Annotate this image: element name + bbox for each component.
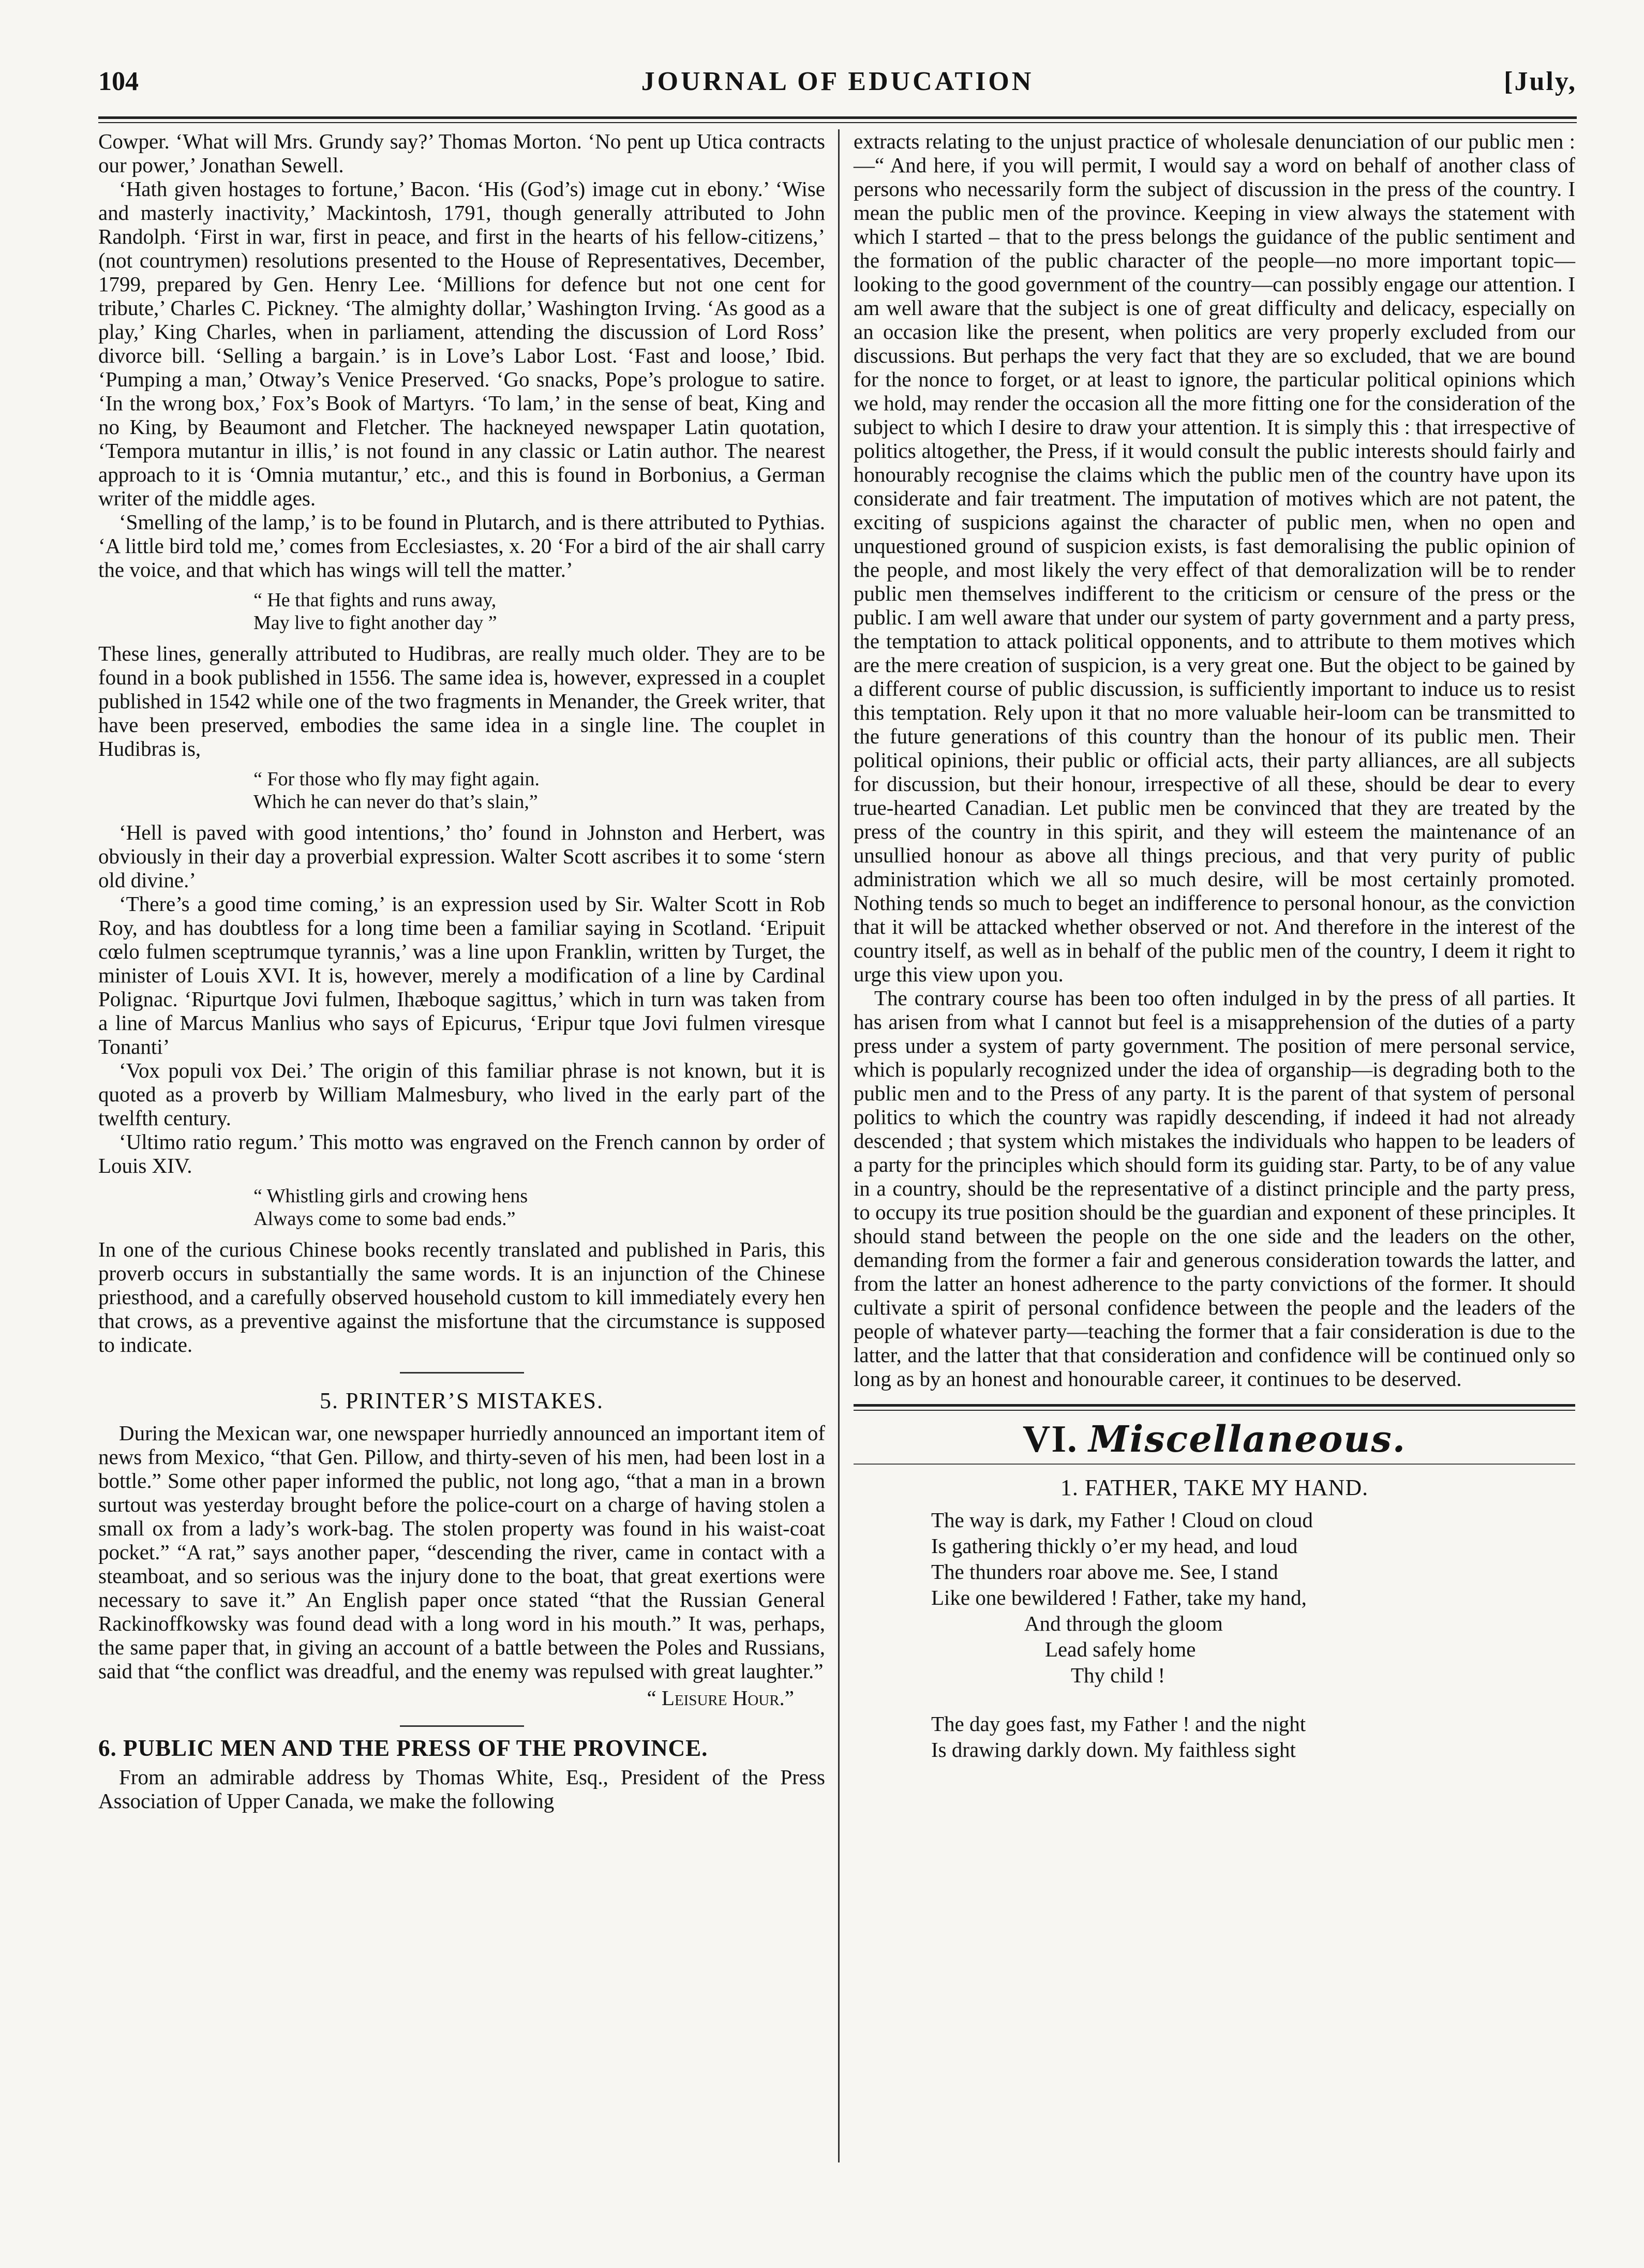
paragraph: In one of the curious Chinese books recently translated and published in Paris, this proverb occurs in substantially the same words. It is an injunction of the Chinese priesthood, and a carefully observed household custom to kill immediately every hen that crows, as a preventive against the misfortune that the circumstance is supposed to indicate. — [98, 1237, 825, 1356]
paragraph: ‘Hell is paved with good intentions,’ tho’ found in Johnston and Herbert, was obviously in their day a proverbial expression. Walter Scott ascribes it to some ‘stern old divine.’ — [98, 820, 825, 892]
poem-line: Like one bewildered ! Father, take my hand, — [931, 1586, 1307, 1609]
column-divider — [838, 129, 840, 2162]
poem-line: And through the gloom — [1024, 1612, 1223, 1635]
poem — [931, 1507, 1575, 1763]
paragraph: ‘Hath given hostages to fortune,’ Bacon. ‘His (God’s) image cut in ebony.’ ‘Wise and masterly inactivity,’ Mackintosh, 1791, though generally attributed to John Randolph. ‘First in war, first in peace, and first in the hearts of his fellow-citizens,’ (not countrymen) resolutions presented to the House of Representatives, December, 1799, prepared by Gen. Henry Lee. ‘Millions for defence but not one cent for tribute,’ Charles C. Pickney. ‘The almighty dollar,’ Washington Irving. ‘As good as a play,’ King Charles, when in parliament, attending the discussion of Lord Ross’ divorce bill. ‘Selling a bargain.’ is in Love’s Labor Lost. ‘Fast and loose,’ Ibid. ‘Pumping a man,’ Otway’s Venice Preserved. ‘Go snacks, Pope’s prologue to satire. ‘In the wrong box,’ Fox’s Book of Martyrs. ‘To lam,’ in the sense of beat, King and no King, by Beaumont and Fletcher. The hackneyed newspaper Latin quotation, ‘Tempora mutantur in illis,’ is not found in any classic or Latin author. The nearest approach to it is ‘Omnia mutantur,’ etc., and this is found in Borbonius, a German writer of the middle ages. — [98, 177, 825, 510]
section-heading-public-men: 6. PUBLIC MEN AND THE PRESS OF THE PROVINCE. — [98, 1735, 708, 1761]
poem-line: The day goes fast, my Father ! and the night — [931, 1712, 1306, 1736]
poem-title: 1. FATHER, TAKE MY HAND. — [1060, 1475, 1369, 1500]
section-divider — [400, 1725, 524, 1727]
paragraph: ‘Ultimo ratio regum.’ This motto was engraved on the French cannon by order of Louis XIV. — [98, 1130, 825, 1177]
poem-line: Thy child ! — [1071, 1663, 1165, 1687]
journal-title: JOURNAL OF EDUCATION — [641, 67, 1034, 96]
paragraph: These lines, generally attributed to Hudibras, are really much older. They are to be found in a book published in 1556. The same idea is, however, expressed in a couplet published in 1542 while one of the two fragments in Menander, the Greek writer, that have been preserved, embodies the same idea in a single line. The couplet in Hudibras is, — [98, 641, 825, 760]
page-number: 104 — [98, 67, 139, 96]
paragraph: ‘Vox populi vox Dei.’ The origin of this familiar phrase is not known, but it is quoted as a proverb by William Malmesbury, who lived in the early part of the twelfth century. — [98, 1058, 825, 1130]
miscellaneous-heading — [854, 1418, 1575, 1460]
paragraph: The contrary course has been too often indulged in by the press of all parties. It has arisen from what I cannot but feel is a misapprehension of the duties of a party press under a system of party government. The position of mere personal service, which is popularly recognized under the idea of organship—is degrading both to the public men and to the Press of any party. It is the parent of that system of personal politics to which the country was rapidly descending, if indeed it had not already descended ; that system which mistakes the individuals who happen to be leaders of a party for the principles which should form its guiding star. Party, to be of any value in a country, should be the representative of a distinct principle and the party press, to occupy its true position should be the guardian and exponent of these principles. It should stand between the people on the one side and the leaders on the other, demanding from the former a fair and generous consideration towards the latter, and from the latter an honest adherence to the party convictions of the former. It should cultivate a spirit of personal confidence between the people and the leaders of the people of whatever party—teaching the former that a fair consideration is due to the latter, and the latter that that consideration and confidence will be continued only so long as by an honest and honourable career, it continues to be deserved. — [854, 986, 1575, 1391]
paragraph: Cowper. ‘What will Mrs. Grundy say?’ Thomas Morton. ‘No pent up Utica contracts our power,’ Jonathan Sewell. — [98, 129, 825, 177]
paragraph: extracts relating to the unjust practice of wholesale denunciation of our public men :—“ And here, if you will permit, I would say a word on behalf of another class of persons who necessarily form the subject of discussion in the press of the country. I mean the public men of the province. Keeping in view always the statement with which I started – that to the press belongs the guidance of the public sentiment and the formation of the public character of the people—no more important topic—looking to the good government of the country—can possibly engage our attention. I am well aware that the subject is one of great difficulty and delicacy, especially on an occasion like the present, when politics are very properly excluded from our discussions. But perhaps the very fact that they are so excluded, that we are bound for the nonce to forget, or at least to ignore, the particular political opinions which we hold, may render the occasion all the more fitting one for the consideration of the subject to which I desire to draw your attention. It is simply this : that irrespective of politics altogether, the Press, if it would consult the public interests should fairly and honourably recognise the claims which the public men of the country have upon its considerate and fair treatment. The imputation of motives which are not patent, the exciting of suspicions against the character of public men, when no open and unquestioned ground of suspicion exists, is fast demoralising the public opinion of the people, and most likely the very effect of that demoralization will be to render public men themselves indifferent to the criticism or censure of the press or the public. I am well aware that under our system of party government and a party press, the temptation to attack political opponents, and to attribute to them motives which are the mere creation of suspicion, is a very great one. But the object to be gained by a different course of public discussion, is sufficiently important to induce us to resist this temptation. Rely upon it that no more valuable heir-loom can be transmitted to the future generations of this country than the honour of its public men. Their political opinions, their public or official acts, their party alliances, are all subjects for discussion, but their honour, irrespective of all these, should be dear to every true-hearted Canadian. Let public men be convinced that they are treated by the press of the country in this spirit, and they will esteem the maintenance of an unsullied honour as above all things precious, and that very purity of public administration which we all so much desire, will be most certainly promoted. Nothing tends so much to beget an indifference to personal honour, as the conviction that it will be attacked whether observed or not. And therefore in the interest of the country itself, as well as in behalf of the public men of the country, I deem it right to urge this view upon you. — [854, 129, 1575, 986]
section-divider — [400, 1372, 524, 1374]
verse-quote — [253, 768, 825, 813]
verse-quote — [253, 1185, 825, 1230]
poem-line: Lead safely home — [1045, 1637, 1196, 1661]
header-rule-thin — [98, 122, 1577, 123]
stanza-break — [931, 1688, 1575, 1711]
running-header — [98, 66, 1577, 108]
section-rule — [854, 1464, 1575, 1465]
poem-line: The way is dark, my Father ! Cloud on cloud — [931, 1508, 1313, 1532]
verse-line: “ Whistling girls and crowing hens — [253, 1185, 528, 1207]
section-title-blackletter: Miscellaneous. — [1088, 1418, 1407, 1460]
paragraph: From an admirable address by Thomas White, Esq., President of the Press Association of Upper Canada, we make the following — [98, 1765, 825, 1813]
paragraph: ‘Smelling of the lamp,’ is to be found in Plutarch, and is there attributed to Pythias. ‘A little bird told me,’ comes from Ecclesiastes, x. 20 ‘For a bird of the air shall carry the voice, and that which has wings will tell the matter.’ — [98, 510, 825, 581]
section-heading-printers-mistakes: 5. PRINTER’S MISTAKES. — [320, 1388, 604, 1413]
poem-line: The thunders roar above me. See, I stand — [931, 1560, 1278, 1584]
source-attribution: “ Leisure Hour.” — [647, 1686, 794, 1710]
right-column — [854, 129, 1575, 1763]
left-column — [98, 129, 825, 1813]
verse-quote — [253, 589, 825, 634]
poem-line: Is drawing darkly down. My faithless sight — [931, 1738, 1296, 1762]
verse-line: “ He that fights and runs away, — [253, 589, 497, 611]
verse-line: Always come to some bad ends.” — [253, 1208, 516, 1230]
poem-line: Is gathering thickly o’er my head, and loud — [931, 1534, 1298, 1558]
header-rule — [98, 116, 1577, 119]
section-rule-thin — [854, 1410, 1575, 1411]
verse-line: “ For those who fly may fight again. — [253, 768, 540, 790]
verse-line: May live to fight another day ” — [253, 612, 497, 634]
section-numeral: VI. — [1022, 1418, 1078, 1460]
section-rule — [854, 1404, 1575, 1407]
paragraph: ‘There’s a good time coming,’ is an expression used by Sir. Walter Scott in Rob Roy, and has doubtless for a long time been a familiar saying in Scotland. ‘Eripuit cœlo fulmen sceptrumque tyrannis,’ was a line upon Franklin, written by Turget, the minister of Louis XVI. It is, however, merely a modification of a line by Cardinal Polignac. ‘Ripurtque Jovi fulmen, Ihæboque sagittus,’ which in turn was taken from a line of Marcus Manlius who says of Epicurus, ‘Eripur tque Jovi fulmen viresque Tonanti’ — [98, 892, 825, 1058]
issue-date: [July, — [1504, 67, 1577, 96]
verse-line: Which he can never do that’s slain,” — [253, 791, 538, 813]
paragraph: During the Mexican war, one newspaper hurriedly announced an important item of news from Mexico, “that Gen. Pillow, and thirty-seven of his men, had been lost in a bottle.” Some other paper informed the public, not long ago, “that a man in a brown surtout was yesterday brought before the police-court on a charge of having stolen a small ox from a lady’s work-bag. The stolen property was found in his waist-coat pocket.” “A rat,” says another paper, “descending the river, came in contact with a steamboat, and so serious was the injury done to the boat, that great exertions were necessary to save it.” An English paper once stated “that the Russian General Rackinoffkowsky was found dead with a long word in his mouth.” It was, perhaps, the same paper that, in giving an account of a battle between the Poles and Russians, said that “the conflict was dreadful, and the enemy was repulsed with great laughter.” — [98, 1421, 825, 1683]
